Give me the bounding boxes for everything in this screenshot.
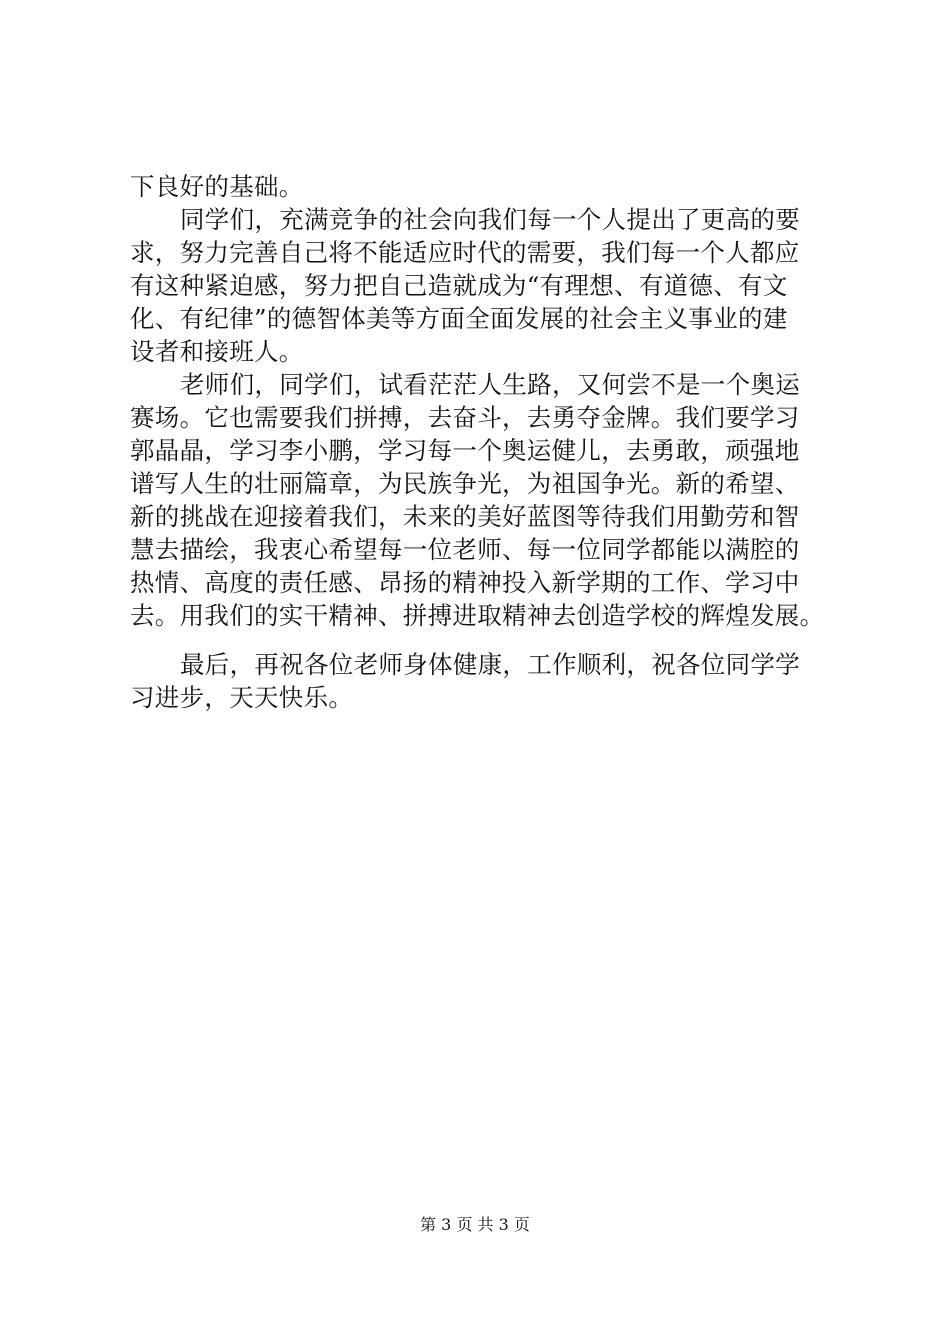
paragraph-line: 求，努力完善自己将不能适应时代的需要，我们每一个人都应: [130, 238, 800, 267]
paragraph-line: 老师们，同学们，试看茫茫人生路，又何尝不是一个奥运: [180, 370, 800, 399]
paragraph-line: 习进步，天天快乐。: [130, 683, 354, 712]
paragraph-line: 有这种紧迫感，努力把自己造就成为“有理想、有道德、有文: [130, 271, 788, 300]
paragraph-line: 化、有纪律”的德智体美等方面全面发展的社会主义事业的建: [130, 304, 788, 333]
paragraph-line: 同学们，充满竞争的社会向我们每一个人提出了更高的要: [180, 205, 800, 234]
paragraph-line: 设者和接班人。: [130, 337, 304, 366]
paragraph-line: 谱写人生的壮丽篇章，为民族争光，为祖国争光。新的希望、: [130, 469, 800, 498]
paragraph-line: 最后，再祝各位老师身体健康，工作顺利，祝各位同学学: [180, 650, 800, 679]
paragraph-line: 赛场。它也需要我们拼搏，去奋斗，去勇夺金牌。我们要学习: [130, 403, 800, 432]
paragraph-line: 热情、高度的责任感、昂扬的精神投入新学期的工作、学习中: [130, 568, 800, 597]
paragraph-line: 新的挑战在迎接着我们，未来的美好蓝图等待我们用勤劳和智: [130, 502, 800, 531]
paragraph-line: 去。用我们的实干精神、拼搏进取精神去创造学校的辉煌发展。: [130, 601, 825, 630]
paragraph-line: 郭晶晶，学习李小鹏，学习每一个奥运健儿，去勇敢，顽强地: [130, 436, 800, 465]
page-number-footer: 第 3 页 共 3 页: [420, 1215, 530, 1234]
paragraph-line: 下良好的基础。: [130, 172, 304, 201]
paragraph-line: 慧去描绘，我衷心希望每一位老师、每一位同学都能以满腔的: [130, 535, 800, 564]
